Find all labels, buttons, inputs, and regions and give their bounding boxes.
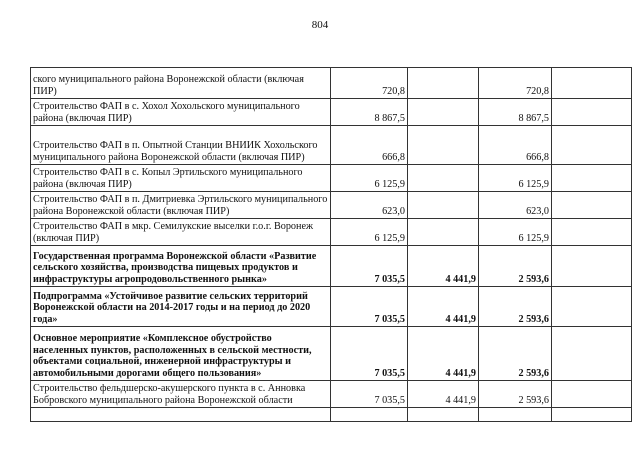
row-description: Строительство ФАП в с. Хохол Хохольского муниципального района (включая ПИР) xyxy=(31,99,331,126)
amount-regional: 2 593,6 xyxy=(479,327,552,381)
amount-other xyxy=(552,327,632,381)
table-row xyxy=(31,126,632,165)
amount-federal xyxy=(408,126,479,165)
amount-other xyxy=(552,219,632,246)
amount-total: 7 035,5 xyxy=(331,327,408,381)
amount-regional: 2 593,6 xyxy=(479,246,552,287)
row-description: Государственная программа Воронежской области «Развитие сельского хозяйства, производства пищевых продуктов и инфраструктуры агропродовольственного рынка» xyxy=(31,246,331,287)
amount-other xyxy=(552,287,632,327)
amount-regional xyxy=(479,408,552,422)
page-number: 804 xyxy=(311,19,329,31)
table-row xyxy=(31,219,632,246)
amount-other xyxy=(552,99,632,126)
amount-federal: 4 441,9 xyxy=(408,381,479,408)
row-description: Основное мероприятие «Комплексное обустройство населенных пунктов, расположенных в сельской местности, объектами социальной, инженерной инфраструктуры и автомобильными дорогами общего пользования» xyxy=(31,327,331,381)
amount-total xyxy=(331,408,408,422)
amount-total: 7 035,5 xyxy=(331,287,408,327)
amount-regional: 666,8 xyxy=(479,126,552,165)
amount-federal xyxy=(408,192,479,219)
row-description: ского муниципального района Воронежской области (включая ПИР) xyxy=(31,68,331,99)
table-row xyxy=(31,192,632,219)
amount-federal: 4 441,9 xyxy=(408,287,479,327)
row-description: Строительство ФАП в п. Опытной Станции ВНИИК Хохольского муниципального района Воронежской области (включая ПИР) xyxy=(31,126,331,165)
amount-other xyxy=(552,192,632,219)
row-description: Строительство ФАП в п. Дмитриевка Эртильского муниципального района Воронежской области (включая ПИР) xyxy=(31,192,331,219)
table-row xyxy=(31,68,632,99)
row-description xyxy=(31,408,331,422)
amount-regional: 2 593,6 xyxy=(479,287,552,327)
amount-total: 6 125,9 xyxy=(331,219,408,246)
amount-total: 6 125,9 xyxy=(331,165,408,192)
row-description: Строительство ФАП в с. Копыл Эртильского муниципального района (включая ПИР) xyxy=(31,165,331,192)
amount-total: 8 867,5 xyxy=(331,99,408,126)
budget-table xyxy=(30,67,632,422)
row-description: Подпрограмма «Устойчивое развитие сельских территорий Воронежской области на 2014-2017 годы и на период до 2020 года» xyxy=(31,287,331,327)
amount-other xyxy=(552,126,632,165)
table-row xyxy=(31,287,632,327)
amount-regional: 8 867,5 xyxy=(479,99,552,126)
row-description: Строительство ФАП в мкр. Семилукские выселки г.о.г. Воронеж (включая ПИР) xyxy=(31,219,331,246)
amount-other xyxy=(552,68,632,99)
amount-total: 7 035,5 xyxy=(331,246,408,287)
table-row xyxy=(31,381,632,408)
amount-total: 666,8 xyxy=(331,126,408,165)
amount-regional: 6 125,9 xyxy=(479,165,552,192)
amount-regional: 2 593,6 xyxy=(479,381,552,408)
table-row xyxy=(31,246,632,287)
amount-other xyxy=(552,408,632,422)
amount-other xyxy=(552,381,632,408)
amount-total: 7 035,5 xyxy=(331,381,408,408)
amount-total: 720,8 xyxy=(331,68,408,99)
table-row xyxy=(31,165,632,192)
amount-regional: 6 125,9 xyxy=(479,219,552,246)
amount-federal xyxy=(408,408,479,422)
row-description: Строительство фельдшерско-акушерского пункта в с. Анновка Бобровского муниципального района Воронежской области xyxy=(31,381,331,408)
amount-other xyxy=(552,165,632,192)
table-row xyxy=(31,327,632,381)
amount-federal xyxy=(408,99,479,126)
amount-federal: 4 441,9 xyxy=(408,327,479,381)
amount-regional: 720,8 xyxy=(479,68,552,99)
table-row xyxy=(31,408,632,422)
amount-total: 623,0 xyxy=(331,192,408,219)
amount-federal: 4 441,9 xyxy=(408,246,479,287)
amount-federal xyxy=(408,165,479,192)
amount-federal xyxy=(408,68,479,99)
table-row xyxy=(31,99,632,126)
amount-regional: 623,0 xyxy=(479,192,552,219)
amount-federal xyxy=(408,219,479,246)
amount-other xyxy=(552,246,632,287)
